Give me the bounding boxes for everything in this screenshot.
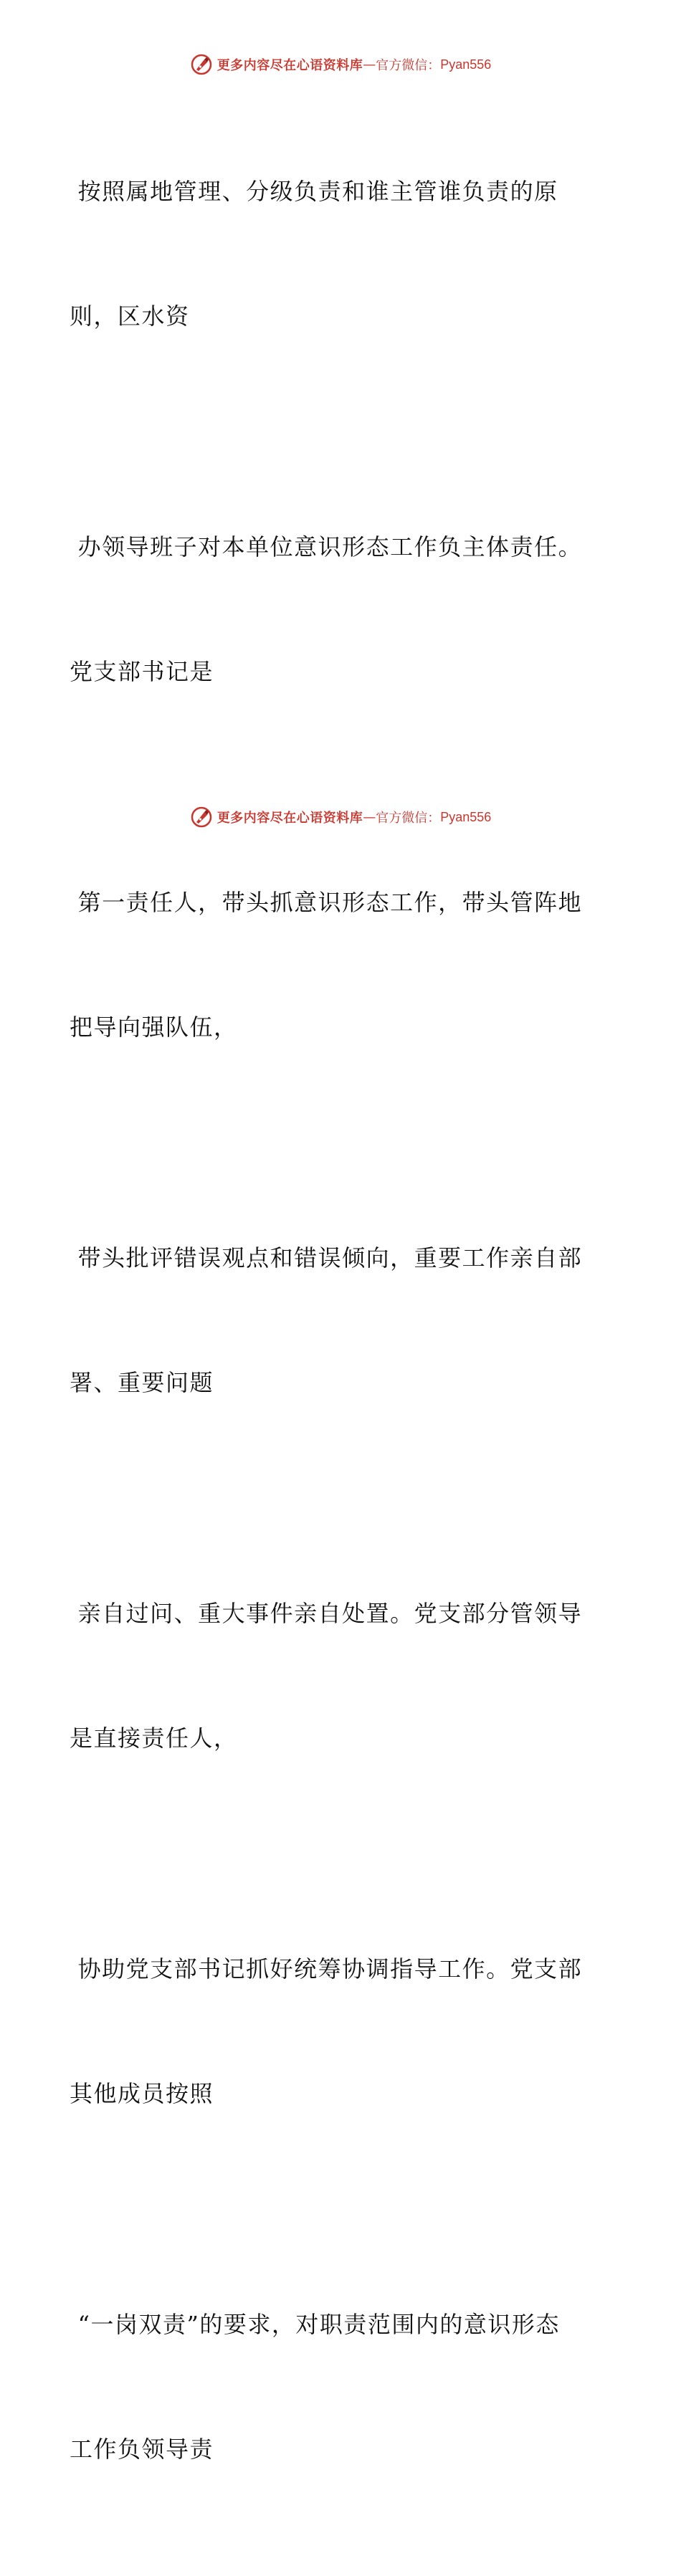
- paragraph-line: “一岗双责”的要求，对职责范围内的意识形态: [70, 2311, 560, 2338]
- paragraph-line: 协助党支部书记抓好统筹协调指导工作。党支部: [70, 1955, 583, 1983]
- header-banner: [0, 50, 681, 79]
- paragraph-line: 把导向强队伍，: [70, 1013, 238, 1041]
- banner-wechat-label: 官方微信：: [376, 811, 441, 826]
- pen-nib-circle-icon: [190, 53, 213, 76]
- paragraph-line: 工作负领导责: [70, 2436, 214, 2463]
- paragraph: [70, 1509, 600, 1842]
- document-body: [70, 87, 600, 2576]
- banner-wechat-label: 官方微信：: [376, 58, 441, 73]
- paragraph-line: 第一责任人，带头抓意识形态工作，带头管阵地: [70, 889, 583, 916]
- paragraph: [70, 798, 600, 1131]
- paragraph-line: 署、重要问题: [70, 1369, 214, 1396]
- banner-main-text: 更多内容尽在心语资料库: [216, 811, 363, 826]
- paragraph: [70, 443, 600, 776]
- paragraph-line: 是直接责任人，: [70, 1725, 238, 1752]
- paragraph-line: 其他成员按照: [70, 2080, 214, 2107]
- paragraph: [70, 87, 600, 420]
- paragraph-line: 办领导班子对本单位意识形态工作负主体责任。: [70, 533, 583, 560]
- paragraph: [70, 1154, 600, 1487]
- pen-nib-circle-icon: [190, 806, 213, 829]
- banner-separator: —: [363, 57, 376, 72]
- banner-wechat-id: Pyan556: [440, 57, 492, 72]
- paragraph-line: 带头批评错误观点和错误倾向，重要工作亲自部: [70, 1244, 583, 1272]
- banner-separator: —: [363, 809, 376, 825]
- paragraph-line: 按照属地管理、分级负责和谁主管谁负责的原: [70, 178, 558, 205]
- paragraph-line: 亲自过问、重大事件亲自处置。党支部分管领导: [70, 1600, 583, 1627]
- banner-wechat-id: Pyan556: [440, 809, 492, 824]
- paragraph-line: 则，区水资: [70, 302, 190, 330]
- paragraph: [70, 2220, 600, 2553]
- banner-main-text: 更多内容尽在心语资料库: [216, 58, 363, 73]
- paragraph-line: 党支部书记是: [70, 658, 214, 685]
- paragraph: [70, 1865, 600, 2198]
- footer-banner: [0, 803, 681, 831]
